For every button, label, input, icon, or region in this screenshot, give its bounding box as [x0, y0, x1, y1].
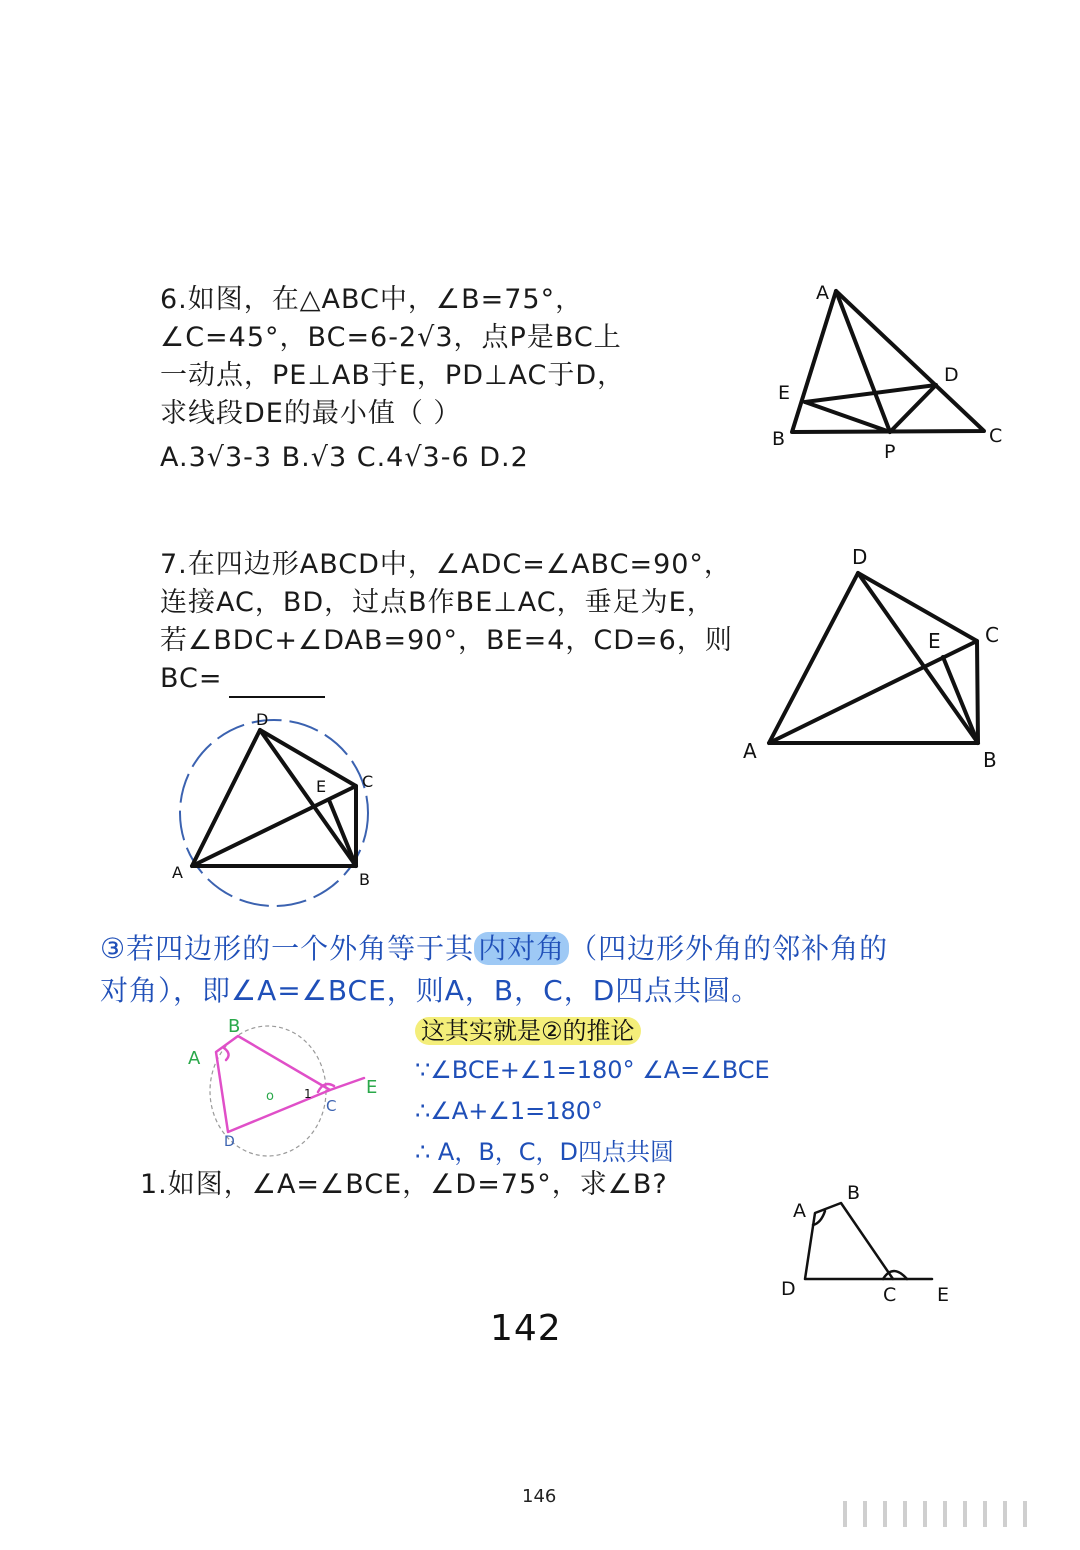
label-a: A: [743, 739, 757, 763]
problem7-line-3: 若∠BDC+∠DAB=90°，BE=4，CD=6，则: [160, 625, 733, 656]
theorem3-line-2: 对角），即∠A=∠BCE，则A，B，C，D四点共圆。: [100, 974, 761, 1007]
label-d: D: [944, 364, 959, 386]
exercise1-text: 1.如图，∠A=∠BCE，∠D=75°，求∠B?: [140, 1169, 668, 1200]
label-c: C: [883, 1284, 897, 1306]
label-c: C: [989, 425, 1003, 447]
proof-line-1: ∵∠BCE+∠1=180° ∠A=∠BCE: [415, 1056, 770, 1084]
label-center-o: o: [266, 1089, 274, 1104]
highlighted-inner-opposite-angle: 内对角: [474, 932, 569, 965]
theorem3-note: [415, 1014, 641, 1048]
answer-blank: [229, 668, 325, 698]
problem7-line-4: [160, 660, 733, 698]
note-corollary: 这其实就是②的推论: [415, 1017, 641, 1045]
label-d: D: [781, 1278, 796, 1300]
problem6-options: A.3√3-3 B.√3 C.4√3-6 D.2: [160, 442, 529, 473]
label-b: B: [983, 748, 997, 772]
label-e: E: [366, 1077, 378, 1098]
quadrilateral-abcd: [216, 1036, 330, 1132]
diagonal-bd: [260, 730, 356, 866]
label-b: B: [847, 1182, 861, 1204]
problem6-figure: [760, 275, 1050, 475]
problem6-line-1: 6.如图，在△ABC中，∠B=75°，: [160, 284, 584, 315]
label-c: C: [985, 623, 999, 647]
footer-page-number: 146: [522, 1486, 557, 1507]
proof-line-3: ∴ A，B，C，D四点共圆: [415, 1138, 675, 1166]
label-p: P: [884, 441, 896, 463]
segment-pe: [805, 402, 890, 432]
theorem3-line-1-start: ③若四边形的一个外角等于其: [100, 932, 475, 965]
theorem3-text: [100, 928, 888, 1012]
label-e: E: [316, 777, 327, 796]
label-e: E: [937, 1284, 950, 1306]
problem6-text: [160, 281, 625, 477]
label-b: B: [772, 428, 786, 450]
problem7-circle-figure: [160, 705, 390, 920]
label-e: E: [928, 629, 941, 653]
theorem3-line-1: [100, 928, 888, 970]
segment-de: [805, 385, 936, 402]
problem6-line-3: 一动点，PE⊥AB于E，PD⊥AC于D，: [160, 360, 626, 391]
handwritten-page-number: 142: [490, 1308, 562, 1349]
label-a: A: [816, 282, 829, 304]
label-angle-1: 1: [304, 1087, 312, 1101]
diagonal-bd: [858, 573, 978, 743]
label-a: A: [793, 1200, 806, 1222]
problem7-answer-prefix: BC=: [160, 663, 223, 694]
theorem3-line-1-end: （四边形外角的邻补角的: [569, 932, 889, 965]
label-d: D: [852, 545, 868, 569]
label-d: D: [224, 1134, 235, 1150]
problem7-figure: [735, 540, 1035, 780]
theorem3-proof: [415, 1050, 770, 1173]
label-a: A: [188, 1048, 201, 1069]
label-b: B: [359, 870, 370, 889]
segment-ap: [836, 291, 890, 432]
diagonal-ac: [769, 641, 977, 743]
problem6-line-4: 求线段DE的最小值（ ）: [160, 398, 462, 429]
label-d: D: [256, 710, 269, 729]
problem7-text: [160, 546, 733, 698]
watermark-strokes: [835, 1495, 1060, 1535]
label-a: A: [172, 863, 183, 882]
extension-ce: [330, 1078, 364, 1090]
problem7-line-2: 连接AC，BD，过点B作BE⊥AC，垂足为E，: [160, 587, 715, 618]
angle-a-arc: [224, 1048, 229, 1060]
theorem3-figure: [180, 1008, 400, 1158]
exercise1-figure: [775, 1175, 965, 1310]
triangle-abc: [792, 291, 984, 432]
problem6-line-2: ∠C=45°，BC=6-2√3，点P是BC上: [160, 322, 622, 353]
problem7-line-1: 7.在四边形ABCD中，∠ADC=∠ABC=90°，: [160, 549, 732, 580]
label-b: B: [228, 1016, 241, 1037]
label-e: E: [778, 382, 791, 404]
label-c: C: [326, 1097, 337, 1115]
proof-line-2: ∴∠A+∠1=180°: [415, 1097, 604, 1125]
label-c: C: [362, 772, 374, 791]
diagonal-ac: [192, 786, 356, 866]
quadrilateral-abcd: [805, 1203, 893, 1279]
